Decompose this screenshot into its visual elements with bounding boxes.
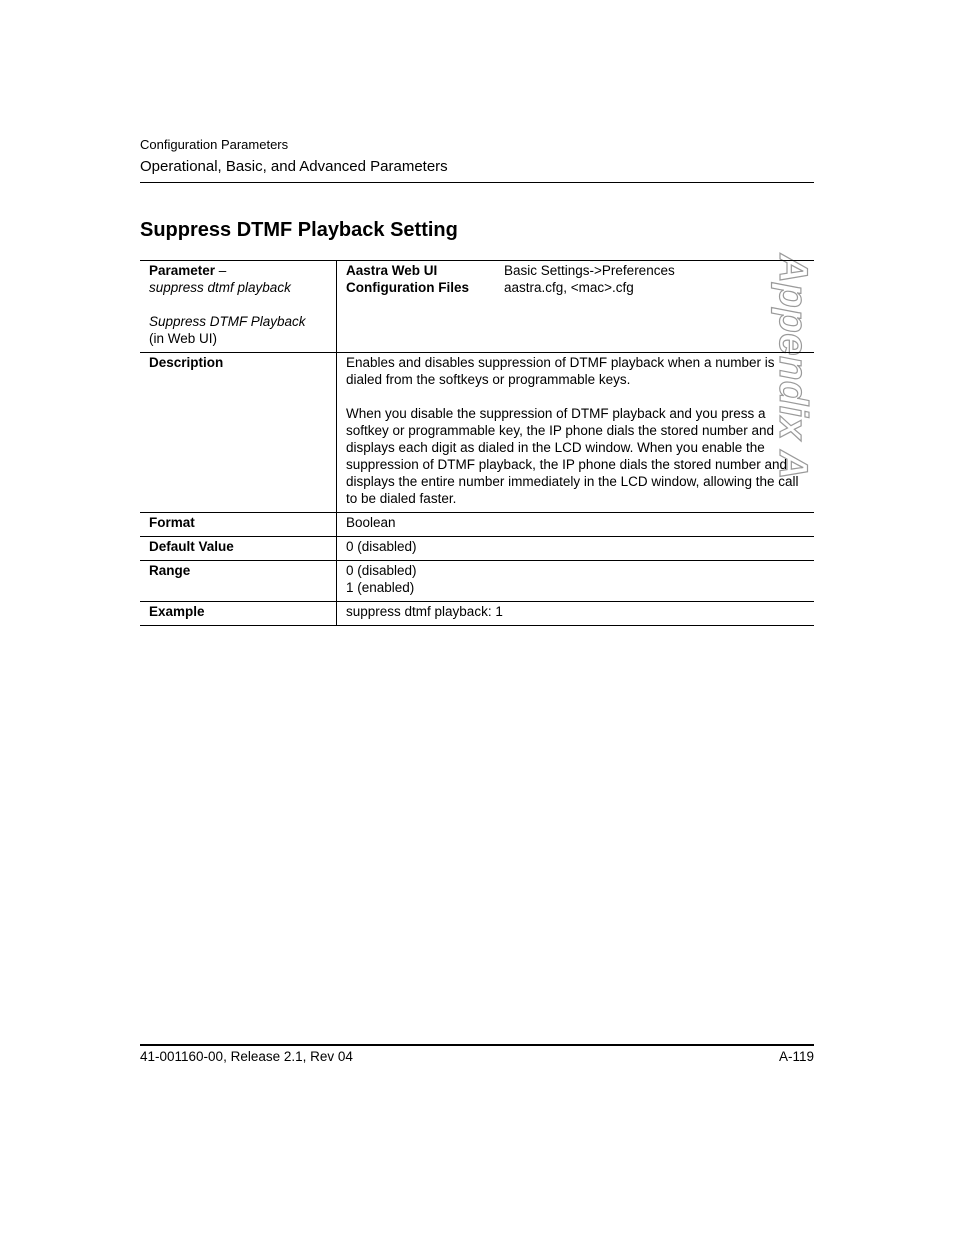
example-label: Example [140, 602, 337, 626]
location-value: aastra.cfg, <mac>.cfg [504, 280, 634, 295]
description-label: Description [140, 353, 337, 513]
range-value: 1 (enabled) [346, 580, 415, 595]
page-number: A-119 [778, 1049, 814, 1064]
table-row-example [140, 602, 814, 626]
parameter-dash: – [215, 263, 227, 278]
location-label: Configuration Files [346, 280, 469, 295]
description-cell [337, 353, 815, 513]
description-paragraph-2: When you disable the suppression of DTMF playback and you press a softkey or programmable key, the IP phone dials the stored number and displays each digit as dialed in the LCD window. When you enable the suppression of DTMF playback, the IP phone dials the stored number and displays the entire number immediately in the LCD window, allowing the call to be dialed faster. [346, 406, 799, 506]
table-row-default [140, 537, 814, 561]
location-cell [337, 261, 815, 353]
range-cell [337, 561, 815, 602]
table-row-range [140, 561, 814, 602]
webui-suffix: (in Web UI) [149, 331, 218, 346]
running-header [140, 137, 814, 177]
location-row [346, 279, 806, 296]
chapter-title: Configuration Parameters [140, 137, 289, 152]
footer-divider [140, 1044, 814, 1046]
location-row [346, 262, 806, 279]
default-value: 0 (disabled) [337, 537, 815, 561]
example-value: suppress dtmf playback: 1 [337, 602, 815, 626]
parameter-name: suppress dtmf playback [149, 280, 291, 295]
location-label: Aastra Web UI [346, 263, 438, 278]
format-label: Format [140, 513, 337, 537]
table-row-format [140, 513, 814, 537]
format-value: Boolean [337, 513, 815, 537]
range-label: Range [140, 561, 337, 602]
parameter-cell [140, 261, 337, 353]
location-value: Basic Settings->Preferences [504, 263, 675, 278]
page-title: Suppress DTMF Playback Setting [140, 219, 458, 241]
page-footer [140, 1049, 814, 1065]
header-divider [140, 182, 814, 183]
parameter-table [140, 260, 814, 626]
table-row-parameter [140, 261, 814, 353]
range-value: 0 (disabled) [346, 563, 417, 578]
section-title: Operational, Basic, and Advanced Parameters [140, 158, 448, 175]
webui-name: Suppress DTMF Playback [149, 314, 306, 329]
description-paragraph-1: Enables and disables suppression of DTMF playback when a number is dialed from the softkeys or programmable keys. [346, 355, 775, 387]
default-label: Default Value [140, 537, 337, 561]
parameter-label: Parameter [149, 263, 216, 278]
document-id: 41-001160-00, Release 2.1, Rev 04 [140, 1049, 353, 1064]
table-row-description [140, 353, 814, 513]
appendix-label: Appendix A [771, 254, 815, 480]
